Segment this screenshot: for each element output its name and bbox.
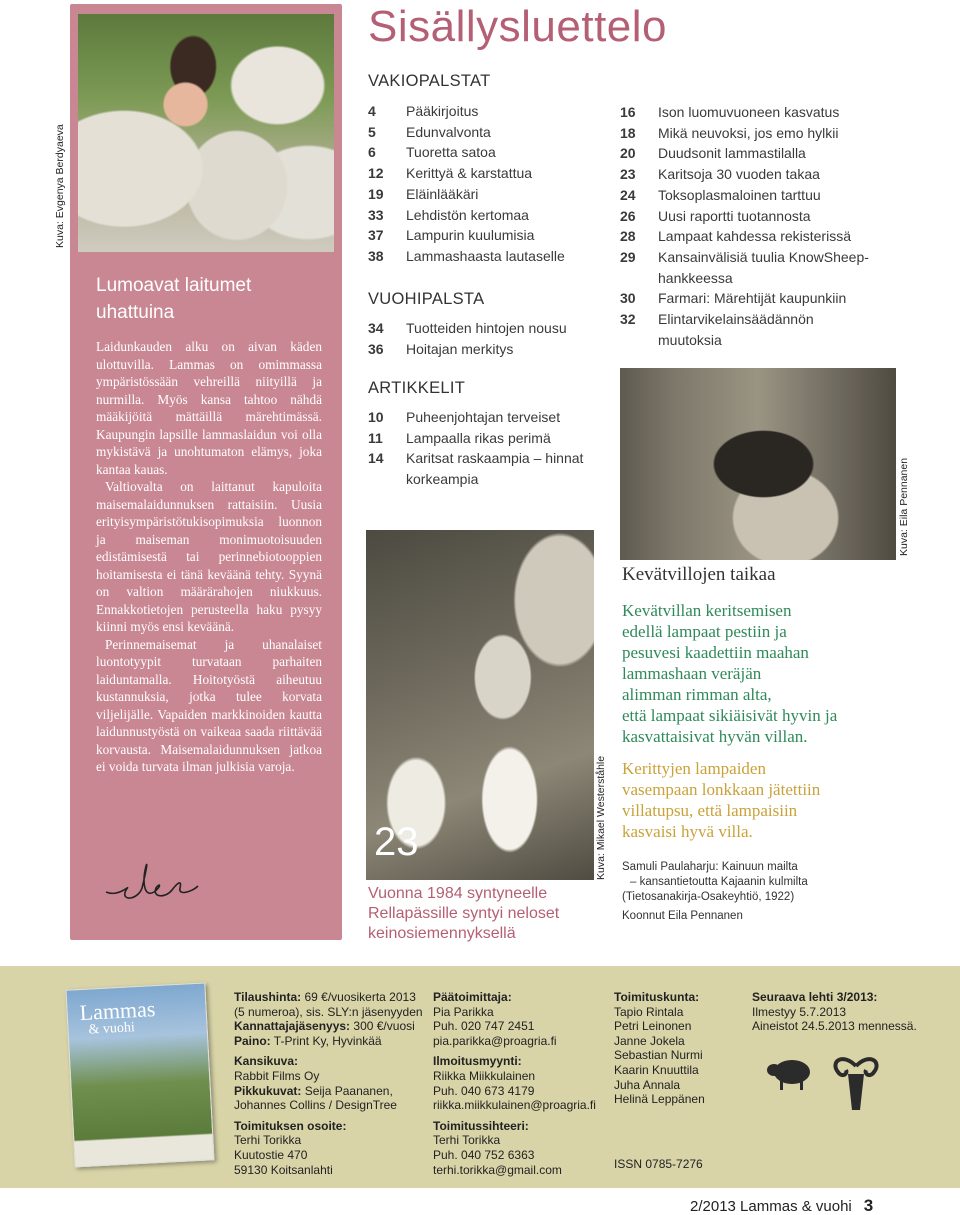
feature-page-number: 23 [374, 820, 419, 864]
toc-label: Duudsonit lammastilalla [658, 145, 806, 162]
toc-page-number: 34 [368, 320, 384, 336]
cover-title-main: Lammas [78, 996, 156, 1026]
toc-page-number: 26 [620, 207, 636, 224]
toc-page-number: 33 [368, 206, 384, 223]
colophon-col-1 [234, 990, 424, 1177]
issue-label: 2/2013 Lammas & vuohi [690, 1198, 852, 1215]
toc-page-number: 19 [368, 185, 384, 202]
issn: ISSN 0785-7276 [614, 1156, 703, 1171]
poem-line: että lampaat sikiäisivät hyvin ja [622, 706, 838, 725]
source-line: (Tietosanakirja-Osakeyhtiö, 1922) [622, 891, 795, 903]
label: Kannattajajäsenyys: [234, 1019, 351, 1034]
value: 69 €/vuosikerta 2013 [304, 990, 416, 1004]
value: Terhi Torikka [433, 1133, 501, 1148]
toc-label: Edunvalvonta [406, 123, 491, 140]
value: Ilmestyy 5.7.2013 [752, 1004, 847, 1019]
lambs-photo[interactable] [366, 530, 594, 880]
toc-label: Lehdistön kertomaa [406, 206, 529, 223]
toc-label: Toksoplasmaloinen tarttuu [658, 186, 821, 203]
value: Tapio Rintala [614, 1004, 684, 1019]
page-footer [690, 1196, 873, 1215]
ram-icon [828, 1048, 884, 1118]
toc-item[interactable] [620, 164, 880, 185]
page-number: 3 [863, 1196, 874, 1215]
toc-vakiopalstat [368, 72, 598, 267]
wool-photo [620, 368, 896, 560]
toc-item[interactable] [368, 142, 598, 163]
value: Johannes Collins / DesignTree [234, 1098, 397, 1113]
value: Sebastian Nurmi [614, 1048, 703, 1063]
value: Kuutostie 470 [234, 1147, 308, 1162]
wool-title: Kevätvillojen taikaa [622, 564, 776, 585]
poem-line: vasempaan lonkkaan jätettiin [622, 780, 821, 799]
toc-item[interactable] [368, 318, 598, 339]
toc-label: Kansainvälisiä tuulia KnowSheep-hankkeessa [658, 248, 869, 286]
toc-label: Eläinlääkäri [406, 185, 479, 202]
toc-page-number: 12 [368, 165, 384, 182]
toc-label: Tuotteiden hintojen nousu [406, 320, 567, 336]
source-author [622, 860, 902, 905]
toc-page-number: 16 [620, 104, 636, 120]
toc-page-number: 24 [620, 186, 636, 203]
toc-item[interactable] [368, 448, 600, 489]
toc-label: Tuoretta satoa [406, 144, 496, 161]
page-title: Sisällysluettelo [368, 2, 668, 51]
toc-page-number: 28 [620, 228, 636, 245]
editorial-paragraph: Perinnemaisemat ja uhanalaiset luontotyypit turvataan parhaiten laiduntamalla. Hoitotyöstä aiheutuu kustannuksia, jotka tulee korvata viljelijälle. Vapaiden markkinoiden kautta laidunnustyöstä on vaikeaa saada riittävää korvausta. Maisemalaidunnuksen jatkoa ei voida turvata ilman julkisia varoja. [96, 636, 322, 774]
toc-item[interactable] [368, 163, 598, 184]
toc-item[interactable] [368, 225, 598, 246]
value: Puh. 040 752 6363 [433, 1147, 535, 1162]
editorial-text [96, 338, 322, 776]
value: Riikka Miikkulainen [433, 1068, 536, 1083]
toc-label: Farmari: Märehtijät kaupunkiin [658, 290, 847, 307]
toc-label: Karitsoja 30 vuoden takaa [658, 166, 820, 183]
poem-line: kasvattaisivat hyvän villan. [622, 727, 808, 746]
toc-label: Lammashaasta lautaselle [406, 247, 565, 264]
cover-title-sub: & vuohi [88, 1020, 136, 1038]
toc-item[interactable] [620, 206, 880, 227]
toc-page-number: 11 [368, 429, 383, 446]
toc-label: Kerittyä & karstattua [406, 165, 533, 182]
value: 300 €/vuosi [353, 1019, 415, 1034]
poem-green [622, 600, 892, 747]
toc-item[interactable] [368, 428, 600, 449]
toc-page-number: 29 [620, 248, 636, 265]
editorial-title: Lumoavat laitumet uhattuina [96, 275, 252, 323]
email-link[interactable]: pia.parikka@proagria.fi [433, 1033, 557, 1048]
poem-line: lammashaan veräjän [622, 664, 762, 683]
toc-page-number: 4 [368, 103, 376, 119]
value: Petri Leinonen [614, 1019, 692, 1034]
toc-label: Karitsat raskaampia – hinnat korkeampia [406, 450, 584, 488]
email-link[interactable]: terhi.torikka@gmail.com [433, 1162, 562, 1177]
photo-credit: Kuva: Mikael Westerståhle [595, 755, 607, 880]
label: Toimitussihteeri: [433, 1118, 529, 1133]
value: Janne Jokela [614, 1033, 685, 1048]
colophon [0, 966, 960, 1188]
section-heading: VAKIOPALSTAT [368, 72, 491, 90]
label: Toimituksen osoite: [234, 1118, 347, 1133]
toc-label: Pääkirjoitus [406, 103, 479, 119]
toc-label: Puheenjohtajan terveiset [406, 409, 561, 425]
toc-page-number: 20 [620, 145, 636, 162]
label: Kansikuva: [234, 1054, 299, 1069]
poem-line: pesuvesi kaadettiin maahan [622, 643, 809, 662]
value: Seija Paananen, [304, 1083, 393, 1098]
toc-item[interactable] [368, 205, 598, 226]
toc-item[interactable] [620, 185, 880, 206]
toc-label: Lampurin kuulumisia [406, 227, 535, 244]
toc-item[interactable] [620, 226, 880, 247]
toc-page-number: 37 [368, 227, 384, 244]
toc-item[interactable] [368, 407, 600, 428]
photo-credit: Kuva: Eila Pennanen [898, 457, 910, 556]
toc-page-number: 23 [620, 166, 636, 183]
value: Pia Parikka [433, 1004, 494, 1019]
colophon-col-2 [433, 990, 613, 1177]
label: Paino: [234, 1033, 271, 1048]
toc-label: Lampaalla rikas perimä [406, 429, 551, 446]
value: Rabbit Films Oy [234, 1068, 320, 1083]
toc-page-number: 10 [368, 409, 384, 425]
value: Helinä Leppänen [614, 1092, 705, 1107]
poem-line: kasvaisi hyvä villa. [622, 822, 753, 841]
section-heading: ARTIKKELIT [368, 379, 466, 397]
cover-title [78, 996, 157, 1040]
poem-line: edellä lampaat pestiin ja [622, 622, 787, 641]
toc-artikkelit [368, 379, 600, 490]
toc-page-number: 38 [368, 247, 384, 264]
toc-label: Ison luomuvuoneen kasvatus [658, 104, 840, 120]
colophon-col-3 [614, 990, 744, 1171]
label: Ilmoitusmyynti: [433, 1054, 522, 1069]
email-link[interactable]: riikka.miikkulainen@proagria.fi [433, 1098, 596, 1113]
lambs-caption: Vuonna 1984 syntyneelle Rellapässille syntyi neloset keinosiemennyksellä [368, 885, 560, 942]
toc-vuohipalsta [368, 290, 598, 359]
toc-item[interactable] [620, 123, 880, 144]
toc-list [368, 318, 598, 359]
photo-credit: Kuva: Evgenya Berdyaeva [54, 124, 66, 248]
value: (5 numeroa), sis. SLY:n jäsenyyden [234, 1004, 423, 1019]
colophon-col-4 [752, 990, 942, 1034]
label: Päätoimittaja: [433, 990, 512, 1004]
value: Aineistot 24.5.2013 mennessä. [752, 1019, 917, 1034]
toc-page-number: 30 [620, 290, 636, 307]
value: Juha Annala [614, 1077, 681, 1092]
toc-item[interactable] [620, 247, 880, 288]
toc-page-number: 36 [368, 340, 384, 357]
value: Kaarin Knuuttila [614, 1062, 699, 1077]
editorial-photo [78, 14, 334, 252]
toc-page-number: 6 [368, 144, 376, 161]
label: Toimituskunta: [614, 990, 700, 1004]
toc-item[interactable] [620, 309, 880, 350]
toc-label: Uusi raportti tuotannosta [658, 207, 811, 224]
poem-line: Kevätvillan keritsemisen [622, 601, 792, 620]
toc-item[interactable] [368, 122, 598, 143]
toc-right [620, 102, 880, 350]
poem-source [622, 860, 902, 924]
editorial-column [70, 4, 342, 940]
toc-label: Lampaat kahdessa rekisterissä [658, 228, 851, 245]
toc-item[interactable] [620, 143, 880, 164]
value: 59130 Koitsanlahti [234, 1162, 333, 1177]
toc-list [620, 102, 880, 350]
value: Puh. 020 747 2451 [433, 1019, 535, 1034]
toc-item[interactable] [368, 184, 598, 205]
toc-page-number: 14 [368, 450, 384, 467]
label: Pikkukuvat: [234, 1083, 302, 1098]
poem-line: Kerittyjen lampaiden [622, 759, 766, 778]
toc-label: Elintarvikelainsäädännön muutoksia [658, 311, 814, 348]
value: Terhi Torikka [234, 1133, 302, 1148]
editorial-paragraph: Valtiovalta on laittanut kapuloita maisemalaidunnuksen rattaisiin. Uusia erityisympäristötukisopimuksia luonnon ja maiseman monimuotoisuuden edistämisestä tai perinnebiotooppien hoitamisesta ei tänä keväänä tehty. Syynä on valtion määrärahojen niukkuus. Ennakkotietojen perusteella haku pysyy kiinni myös ensi keväänä. [96, 479, 322, 634]
poem-line: alimman rimman alta, [622, 685, 772, 704]
value: T-Print Ky, Hyvinkää [273, 1033, 382, 1048]
value: Puh. 040 673 4179 [433, 1083, 535, 1098]
toc-label: Mikä neuvoksi, jos emo hylkii [658, 124, 839, 141]
signature-icon [102, 852, 202, 914]
poem-line: villatupsu, että lampaisiin [622, 801, 798, 820]
toc-page-number: 18 [620, 124, 636, 141]
toc-item[interactable] [368, 339, 598, 360]
source-line: – kansantietoutta Kajaanin kulmilta [630, 876, 808, 888]
toc-item[interactable] [368, 246, 598, 267]
toc-item[interactable] [368, 101, 598, 122]
source-compiler: Koonnut Eila Pennanen [622, 910, 743, 922]
editorial-paragraph: Laidunkauden alku on aivan käden ulottuvilla. Lammas on omimmassa ympäristössään vehreillä niityillä ja nurmilla. Myös kansa tahtoo nähdä määkijöitä mättäillä märehtimässä. Kaupungin lapsille lammaslaidun voi olla mykistävä ja unohtumaton elämys, joka kantaa kauas. [96, 339, 322, 477]
label: Tilaushinta: [234, 990, 302, 1004]
sheep-icon [766, 1052, 814, 1092]
section-heading: VUOHIPALSTA [368, 290, 485, 308]
toc-item[interactable] [620, 102, 880, 123]
toc-list [368, 101, 598, 267]
toc-label: Hoitajan merkitys [406, 340, 514, 357]
label: Seuraava lehti 3/2013: [752, 990, 878, 1004]
toc-list [368, 407, 600, 490]
toc-page-number: 32 [620, 311, 636, 328]
magazine-cover[interactable] [65, 982, 214, 1167]
poem-gold [622, 758, 892, 842]
toc-item[interactable] [620, 288, 880, 309]
source-line: Samuli Paulaharju: Kainuun mailta [622, 861, 798, 873]
toc-page-number: 5 [368, 123, 376, 140]
